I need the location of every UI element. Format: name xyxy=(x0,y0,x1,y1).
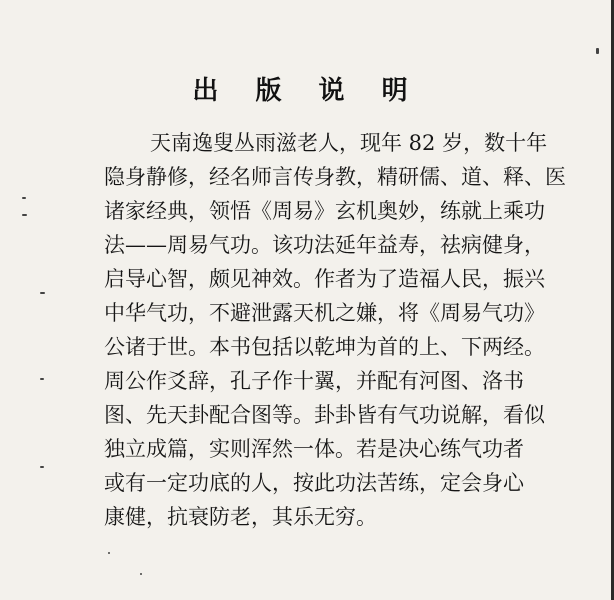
text-line: 图、先天卦配合图等。卦卦皆有气功说解，看似 xyxy=(104,403,545,427)
scan-speck xyxy=(22,214,27,216)
text-line: 独立成篇，实则浑然一体。若是决心练气功者 xyxy=(104,437,524,461)
body-paragraph xyxy=(104,126,604,534)
text-line: 中华气功，不避泄露天机之嫌，将《周易气功》 xyxy=(104,301,545,325)
scan-speck xyxy=(40,466,44,468)
scan-speck xyxy=(22,197,26,199)
text-line: 周公作爻辞，孔子作十翼，并配有河图、洛书 xyxy=(104,369,524,393)
scan-speck xyxy=(140,573,142,575)
text-line: 法——周易气功。该功法延年益寿，祛病健身， xyxy=(104,233,545,257)
scan-speck xyxy=(596,48,599,54)
scan-speck xyxy=(40,378,44,380)
text-line: 公诸于世。本书包括以乾坤为首的上、下两经。 xyxy=(104,335,545,359)
text-line: 康健，抗衰防老，其乐无穷。 xyxy=(104,505,377,529)
text-line: 诸家经典，领悟《周易》玄机奥妙，练就上乘功 xyxy=(104,199,545,223)
text-line: 隐身静修，经名师言传身教，精研儒、道、释、医 xyxy=(104,165,566,189)
text-line: 天南逸叟丛雨滋老人，现年 82 岁，数十年 xyxy=(150,131,548,155)
text-line: 或有一定功底的人，按此功法苦练，定会身心 xyxy=(104,471,524,495)
page-title: 出 版 说 明 xyxy=(192,76,422,106)
scan-speck xyxy=(40,292,45,294)
scan-speck xyxy=(108,552,110,554)
text-line: 启导心智，颇见神效。作者为了造福人民，振兴 xyxy=(104,267,545,291)
